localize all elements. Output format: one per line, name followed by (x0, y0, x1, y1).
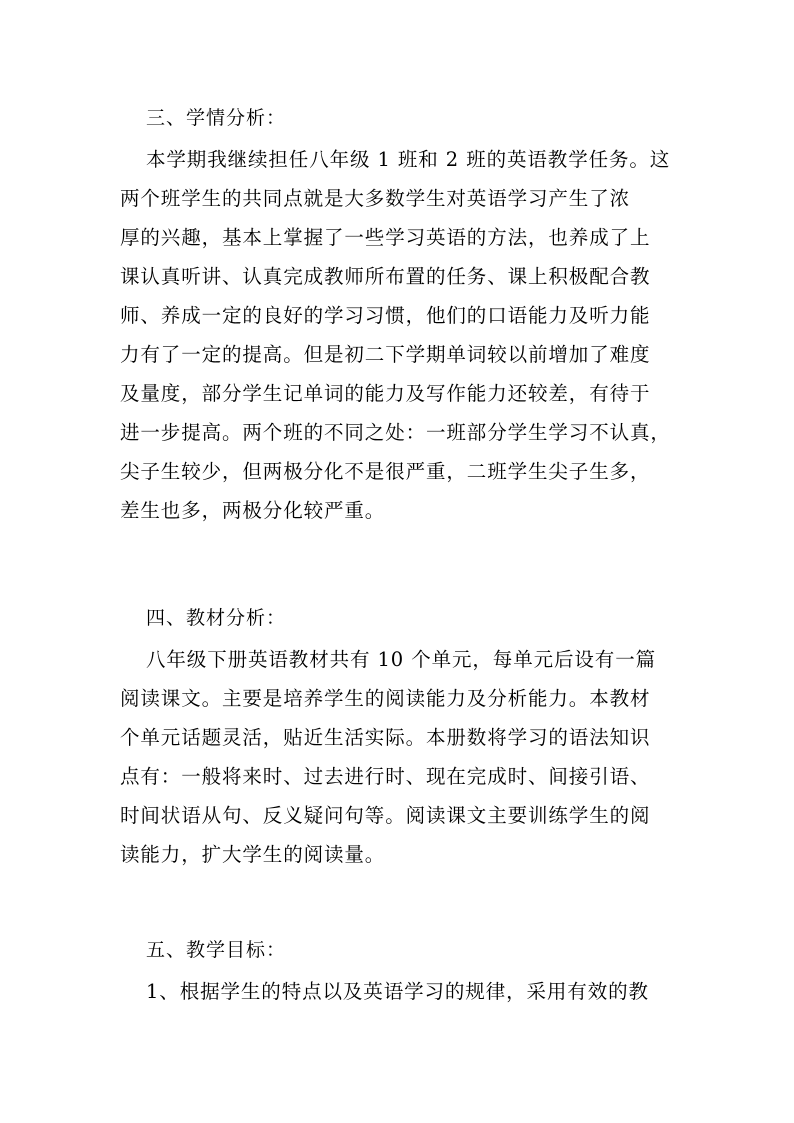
section-heading: 五、教学目标： (146, 939, 287, 961)
paragraph-line: 点有：一般将来时、过去进行时、现在完成时、间接引语、 (120, 765, 651, 788)
paragraph-line: 八年级下册英语教材共有 10 个单元，每单元后设有一篇 (146, 648, 657, 671)
paragraph-line: 师、养成一定的良好的学习习惯，他们的口语能力及听力能 (120, 304, 651, 327)
paragraph-line: 个单元话题灵活，贴近生活实际。本册数将学习的语法知识 (120, 726, 651, 749)
section-heading: 三、学情分析： (146, 107, 287, 129)
paragraph-line: 差生也多，两极分化较严重。 (120, 499, 386, 522)
paragraph-line: 尖子生较少，但两极分化不是很严重，二班学生尖子生多， (120, 460, 651, 483)
paragraph-line: 进一步提高。两个班的不同之处：一班部分学生学习不认真， (120, 421, 671, 444)
paragraph-line: 1、根据学生的特点以及英语学习的规律，采用有效的教 (146, 980, 649, 1003)
section-learning-analysis (120, 106, 680, 530)
section-heading: 四、教材分析： (146, 607, 287, 629)
section-body (120, 140, 680, 530)
paragraph-line: 厚的兴趣，基本上掌握了一些学习英语的方法，也养成了上 (120, 226, 651, 249)
section-body (120, 972, 680, 1011)
paragraph-line: 读能力，扩大学生的阅读量。 (120, 843, 386, 866)
paragraph-line: 阅读课文。主要是培养学生的阅读能力及分析能力。本教材 (120, 687, 651, 710)
paragraph-line: 课认真听讲、认真完成教师所布置的任务、课上积极配合教 (120, 265, 651, 288)
paragraph-line: 力有了一定的提高。但是初二下学期单词较以前增加了难度 (120, 343, 651, 366)
section-teaching-goals (120, 938, 680, 1011)
section-textbook-analysis (120, 606, 680, 874)
paragraph-line: 及量度，部分学生记单词的能力及写作能力还较差，有待于 (120, 382, 651, 405)
section-body (120, 640, 680, 874)
paragraph-line: 两个班学生的共同点就是大多数学生对英语学习产生了浓 (120, 187, 631, 210)
paragraph-line: 本学期我继续担任八年级 1 班和 2 班的英语教学任务。这 (146, 148, 671, 171)
paragraph-line: 时间状语从句、反义疑问句等。阅读课文主要训练学生的阅 (120, 804, 651, 827)
